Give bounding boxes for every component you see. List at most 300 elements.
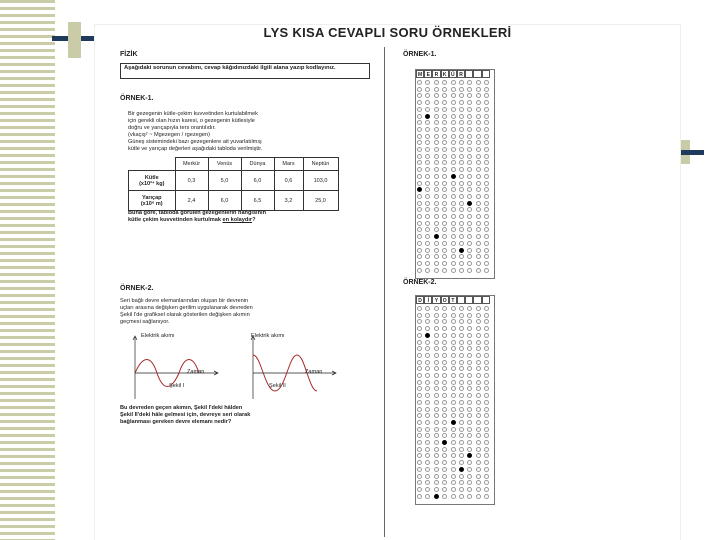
answer-bubble (451, 407, 456, 412)
answer-bubble (476, 427, 481, 432)
answer-bubble (451, 120, 456, 125)
grid-letter (473, 296, 481, 304)
grid-letter: D (416, 296, 424, 304)
answer-bubble (434, 160, 439, 165)
answer-bubble (459, 87, 464, 92)
answer-bubble (484, 114, 489, 119)
answer-bubble (434, 140, 439, 145)
answer-bubble (484, 241, 489, 246)
answer-bubble (434, 340, 439, 345)
answer-bubble (476, 140, 481, 145)
grid-letter (482, 70, 490, 78)
answer-bubble (451, 140, 456, 145)
answer-bubble (476, 221, 481, 226)
grid-letter: Y (432, 296, 440, 304)
answer-bubble (451, 366, 456, 371)
answer-bubble (459, 147, 464, 152)
answer-bubble (467, 234, 472, 239)
table-header-cell: Merkür (175, 158, 208, 171)
answer-bubble (459, 373, 464, 378)
answer-bubble (425, 174, 430, 179)
answer-bubble (484, 100, 489, 105)
answer-bubble (442, 234, 447, 239)
answer-bubble (434, 241, 439, 246)
answer-bubble (484, 467, 489, 472)
answer-bubble (467, 227, 472, 232)
answer-bubble (434, 187, 439, 192)
answer-bubble (467, 313, 472, 318)
answer-bubble (417, 326, 422, 331)
answer-bubble (434, 93, 439, 98)
answer-bubble (459, 181, 464, 186)
answer-bubble (434, 214, 439, 219)
ornek1-text (128, 111, 368, 153)
answer-bubble (425, 360, 430, 365)
answer-bubble (442, 174, 447, 179)
answer-bubble (417, 480, 422, 485)
answer-bubble (434, 147, 439, 152)
graph-1 (125, 333, 225, 403)
answer-bubble (434, 326, 439, 331)
answer-bubble (484, 407, 489, 412)
answer-bubble (459, 227, 464, 232)
answer-bubble (434, 248, 439, 253)
ornek2-line: uçları arasına değişken gerilim uygulanarak devreden (120, 305, 253, 311)
answer-bubble (442, 380, 447, 385)
answer-bubble (425, 474, 430, 479)
answer-bubble (417, 447, 422, 452)
answer-bubble (459, 420, 464, 425)
answer-bubble (476, 400, 481, 405)
answer-bubble (442, 80, 447, 85)
answer-bubble (425, 319, 430, 324)
answer-bubble (451, 440, 456, 445)
answer-bubble (459, 306, 464, 311)
answer-bubble (484, 268, 489, 273)
answer-bubble (476, 160, 481, 165)
accent-square-left (68, 22, 81, 58)
answer-bubble (459, 393, 464, 398)
answer-bubble (467, 393, 472, 398)
answer-bubble (434, 393, 439, 398)
answer-bubble (451, 234, 456, 239)
answer-bubble (467, 254, 472, 259)
answer-bubble (451, 313, 456, 318)
answer-bubble (476, 248, 481, 253)
answer-bubble (442, 214, 447, 219)
ornek1-question-line (128, 217, 378, 224)
answer-bubble (451, 100, 456, 105)
grid-letter (457, 296, 465, 304)
answer-bubble (484, 87, 489, 92)
answer-bubble (467, 181, 472, 186)
answer-bubble (442, 127, 447, 132)
answer-bubble (451, 93, 456, 98)
table-cell: 2,4 (175, 191, 208, 211)
answer-bubble (476, 366, 481, 371)
answer-bubble (425, 467, 430, 472)
answer-bubble (451, 268, 456, 273)
answer-bubble (442, 413, 447, 418)
answer-bubble (417, 174, 422, 179)
answer-bubble (467, 207, 472, 212)
answer-bubble (425, 207, 430, 212)
answer-bubble (484, 474, 489, 479)
answer-bubble (467, 248, 472, 253)
answer-bubble (484, 360, 489, 365)
answer-bubble (417, 467, 422, 472)
answer-bubble (425, 420, 430, 425)
answer-bubble (459, 313, 464, 318)
answer-bubble (417, 241, 422, 246)
answer-bubble (425, 241, 430, 246)
instruction-box: Aşağıdaki sorunun cevabını, cevap kâğıdınızdaki ilgili alana yazıp kodlayınız. (120, 63, 370, 79)
answer-bubble (467, 93, 472, 98)
answer-bubble (484, 187, 489, 192)
answer-bubble (442, 386, 447, 391)
ornek2-question (120, 405, 375, 426)
row-label-unit: (x10⁶ m) (140, 200, 163, 207)
answer-bubble (451, 400, 456, 405)
answer-bubble (417, 147, 422, 152)
answer-bubble (451, 167, 456, 172)
answer-bubble (425, 187, 430, 192)
answer-bubble (417, 407, 422, 412)
answer-bubble (425, 400, 430, 405)
answer-bubble (484, 340, 489, 345)
answer-bubble (417, 93, 422, 98)
answer-bubble (476, 407, 481, 412)
answer-bubble (451, 413, 456, 418)
table-row (129, 191, 339, 211)
answer-bubble (417, 427, 422, 432)
answer-bubble (467, 120, 472, 125)
answer-bubble (467, 87, 472, 92)
answer-bubble (434, 221, 439, 226)
answer-bubble (434, 433, 439, 438)
answer-bubble (417, 181, 422, 186)
answer-bubble (425, 214, 430, 219)
answer-bubble (417, 487, 422, 492)
answer-bubble (459, 319, 464, 324)
answer-bubble (451, 227, 456, 232)
answer-bubble (467, 127, 472, 132)
answer-bubble (442, 453, 447, 458)
answer-bubble (442, 333, 447, 338)
answer-bubble (434, 413, 439, 418)
answer-bubble (417, 201, 422, 206)
answer-bubble (467, 467, 472, 472)
answer-bubble (459, 80, 464, 85)
answer-bubble (467, 194, 472, 199)
answer-bubble (476, 306, 481, 311)
answer-bubble (467, 147, 472, 152)
ornek1-line: Güneş sistemindeki bazı gezegenlere ait yuvarlatılmış (128, 139, 262, 145)
answer-bubble (434, 487, 439, 492)
answer-bubble (476, 254, 481, 259)
answer-bubble (467, 201, 472, 206)
answer-bubble (434, 353, 439, 358)
answer-bubble (417, 268, 422, 273)
graph-1-svg (125, 333, 225, 403)
answer-bubble (467, 154, 472, 159)
answer-bubble (434, 494, 439, 499)
answer-bubble (476, 333, 481, 338)
ornek1-line: Bir gezegenin kütle-çekim kuvvetinden kurtulabilmek (128, 111, 258, 117)
answer-bubble (484, 393, 489, 398)
answer-bubble (417, 261, 422, 266)
answer-bubble (417, 80, 422, 85)
answer-bubble (442, 373, 447, 378)
answer-bubble (476, 100, 481, 105)
answer-bubble (425, 194, 430, 199)
answer-bubble (476, 107, 481, 112)
answer-bubble (467, 453, 472, 458)
ornek1-line: için gerekli olan hızın karesi, o gezegenin kütlesiyle (128, 118, 255, 124)
answer-bubble (459, 174, 464, 179)
graph-1-arrows (133, 336, 218, 375)
answer-bubble (425, 227, 430, 232)
answer-bubble (476, 207, 481, 212)
answer-bubble (476, 474, 481, 479)
answer-bubble (442, 447, 447, 452)
answer-bubble (442, 261, 447, 266)
answer-bubble (484, 460, 489, 465)
table-cell: 0,6 (274, 171, 303, 191)
answer-bubble (451, 248, 456, 253)
ornek2-question-line: bağlanması gereken devre elemanı nedir? (120, 419, 232, 425)
answer-bubble (425, 120, 430, 125)
table-header-cell: Dünya (241, 158, 274, 171)
grid-letter: E (424, 70, 432, 78)
answer-bubble (442, 154, 447, 159)
answer-bubble (484, 366, 489, 371)
answer-bubble (425, 480, 430, 485)
answer-bubble (476, 319, 481, 324)
answer-bubble (484, 201, 489, 206)
answer-bubble (417, 400, 422, 405)
answer-bubble (451, 460, 456, 465)
answer-bubble (476, 147, 481, 152)
answer-bubble (459, 326, 464, 331)
answer-bubble (442, 440, 447, 445)
answer-bubble (417, 440, 422, 445)
answer-bubble (434, 254, 439, 259)
answer-bubble (476, 440, 481, 445)
answer-bubble (459, 353, 464, 358)
answer-bubble (476, 494, 481, 499)
table-row-label (129, 171, 176, 191)
answer-bubble (417, 306, 422, 311)
answer-bubble (434, 440, 439, 445)
answer-bubble (442, 326, 447, 331)
answer-bubble (484, 413, 489, 418)
answer-bubble (476, 340, 481, 345)
answer-bubble (434, 201, 439, 206)
answer-bubble (434, 453, 439, 458)
answer-bubble (451, 333, 456, 338)
answer-bubble (425, 440, 430, 445)
question-end: ? (252, 217, 256, 223)
answer-bubble (417, 214, 422, 219)
answer-bubble (442, 319, 447, 324)
answer-bubble (434, 467, 439, 472)
graph-2-axes (253, 337, 335, 399)
answer-bubble (434, 100, 439, 105)
answer-bubble (434, 107, 439, 112)
answer-bubble (434, 227, 439, 232)
answer-bubble (484, 494, 489, 499)
answer-bubble (459, 167, 464, 172)
answer-bubble (467, 400, 472, 405)
answer-bubble (459, 187, 464, 192)
answer-bubble (417, 366, 422, 371)
graph-2-svg (243, 333, 343, 403)
answer-bubble (442, 147, 447, 152)
answer-bubble (417, 346, 422, 351)
answer-bubble (434, 474, 439, 479)
answer-bubble (467, 380, 472, 385)
answer-bubble (484, 447, 489, 452)
table-header-row (129, 158, 339, 171)
answer-bubble (476, 386, 481, 391)
answer-bubble (425, 114, 430, 119)
answer-bubble (451, 447, 456, 452)
answer-bubble (484, 174, 489, 179)
graph-2-xlabel: Zaman (305, 369, 323, 375)
answer-bubble (459, 487, 464, 492)
answer-bubble (476, 360, 481, 365)
table-header-cell: Neptün (303, 158, 338, 171)
answer-bubble (425, 366, 430, 371)
question-emphasis: en kolaydır (222, 217, 253, 223)
answer-bubble (451, 80, 456, 85)
answer-bubble (459, 380, 464, 385)
answer-bubble (442, 120, 447, 125)
grid-letter: R (432, 70, 440, 78)
answer-bubble (459, 234, 464, 239)
question-part: kütle çekim kuvvetinden kurtulmak (128, 217, 221, 223)
answer-bubble (417, 353, 422, 358)
answer-bubble (476, 201, 481, 206)
answer-bubble (417, 333, 422, 338)
grid-letter: K (441, 70, 449, 78)
answer-bubble (467, 420, 472, 425)
answer-bubble (442, 393, 447, 398)
answer-bubble (442, 433, 447, 438)
answer-bubble (425, 333, 430, 338)
answer-bubble (484, 214, 489, 219)
answer-bubble (476, 420, 481, 425)
answer-bubble (417, 254, 422, 259)
answer-bubble (417, 134, 422, 139)
answer-bubble (484, 386, 489, 391)
answer-bubble (467, 407, 472, 412)
answer-bubble (442, 474, 447, 479)
answer-bubble (484, 333, 489, 338)
answer-bubble (451, 261, 456, 266)
graph-2-caption: Şekil II (269, 383, 286, 389)
answer-bubble (451, 393, 456, 398)
answer-bubble (459, 427, 464, 432)
answer-bubble (451, 201, 456, 206)
answer-bubble (476, 480, 481, 485)
answer-bubble (425, 386, 430, 391)
answer-bubble (484, 127, 489, 132)
answer-bubble (425, 373, 430, 378)
grid-letter (473, 70, 481, 78)
answer-bubble (442, 248, 447, 253)
answer-bubble (434, 313, 439, 318)
answer-bubble (467, 268, 472, 273)
answer-bubble (459, 467, 464, 472)
answer-bubble (451, 254, 456, 259)
answer-bubble (417, 319, 422, 324)
answer-bubble (425, 147, 430, 152)
answer-bubble (442, 134, 447, 139)
table-cell: 0,3 (175, 171, 208, 191)
answer-bubble (467, 413, 472, 418)
answer-bubble (434, 380, 439, 385)
answer-bubble (484, 480, 489, 485)
answer-bubble (442, 93, 447, 98)
answer-grid-1 (415, 69, 495, 279)
ornek1-line: (vkaçış² ~ Mgezegen / rgezegen) (128, 132, 210, 138)
answer-bubble (484, 234, 489, 239)
answer-bubble (459, 254, 464, 259)
answer-bubble (476, 87, 481, 92)
answer-bubble (484, 420, 489, 425)
answer-bubble (425, 413, 430, 418)
answer-bubble (467, 440, 472, 445)
answer-bubble (425, 453, 430, 458)
answer-bubble (425, 306, 430, 311)
answer-bubble (459, 214, 464, 219)
answer-bubble (476, 194, 481, 199)
answer-bubble (467, 221, 472, 226)
answer-bubble (476, 174, 481, 179)
answer-bubble (476, 433, 481, 438)
answer-bubble (425, 93, 430, 98)
answer-bubble (476, 154, 481, 159)
answer-bubble (484, 134, 489, 139)
answer-bubble (484, 261, 489, 266)
table-row (129, 171, 339, 191)
answer-bubble (451, 306, 456, 311)
answer-bubble (459, 433, 464, 438)
answer-bubble (442, 360, 447, 365)
answer-bubble (442, 87, 447, 92)
ornek1-line: doğru ve yarıçapıyla ters orantılıdır. (128, 125, 216, 131)
ornek1-question (128, 210, 378, 224)
ornek1-line: kütle ve yarıçap değerleri aşağıdaki tabloda verilmiştir. (128, 146, 263, 152)
answer-bubble (417, 373, 422, 378)
grid-letter (482, 296, 490, 304)
answer-bubble (425, 160, 430, 165)
answer-bubble (451, 319, 456, 324)
ornek2-label-left: ÖRNEK-2. (120, 285, 154, 292)
answer-bubble (451, 221, 456, 226)
answer-bubble (451, 420, 456, 425)
answer-bubble (434, 194, 439, 199)
answer-bubble (459, 120, 464, 125)
answer-bubble (434, 407, 439, 412)
answer-bubble (417, 413, 422, 418)
answer-bubble (451, 346, 456, 351)
answer-bubble (467, 447, 472, 452)
answer-bubble (417, 420, 422, 425)
answer-grid-2-header (416, 296, 494, 305)
